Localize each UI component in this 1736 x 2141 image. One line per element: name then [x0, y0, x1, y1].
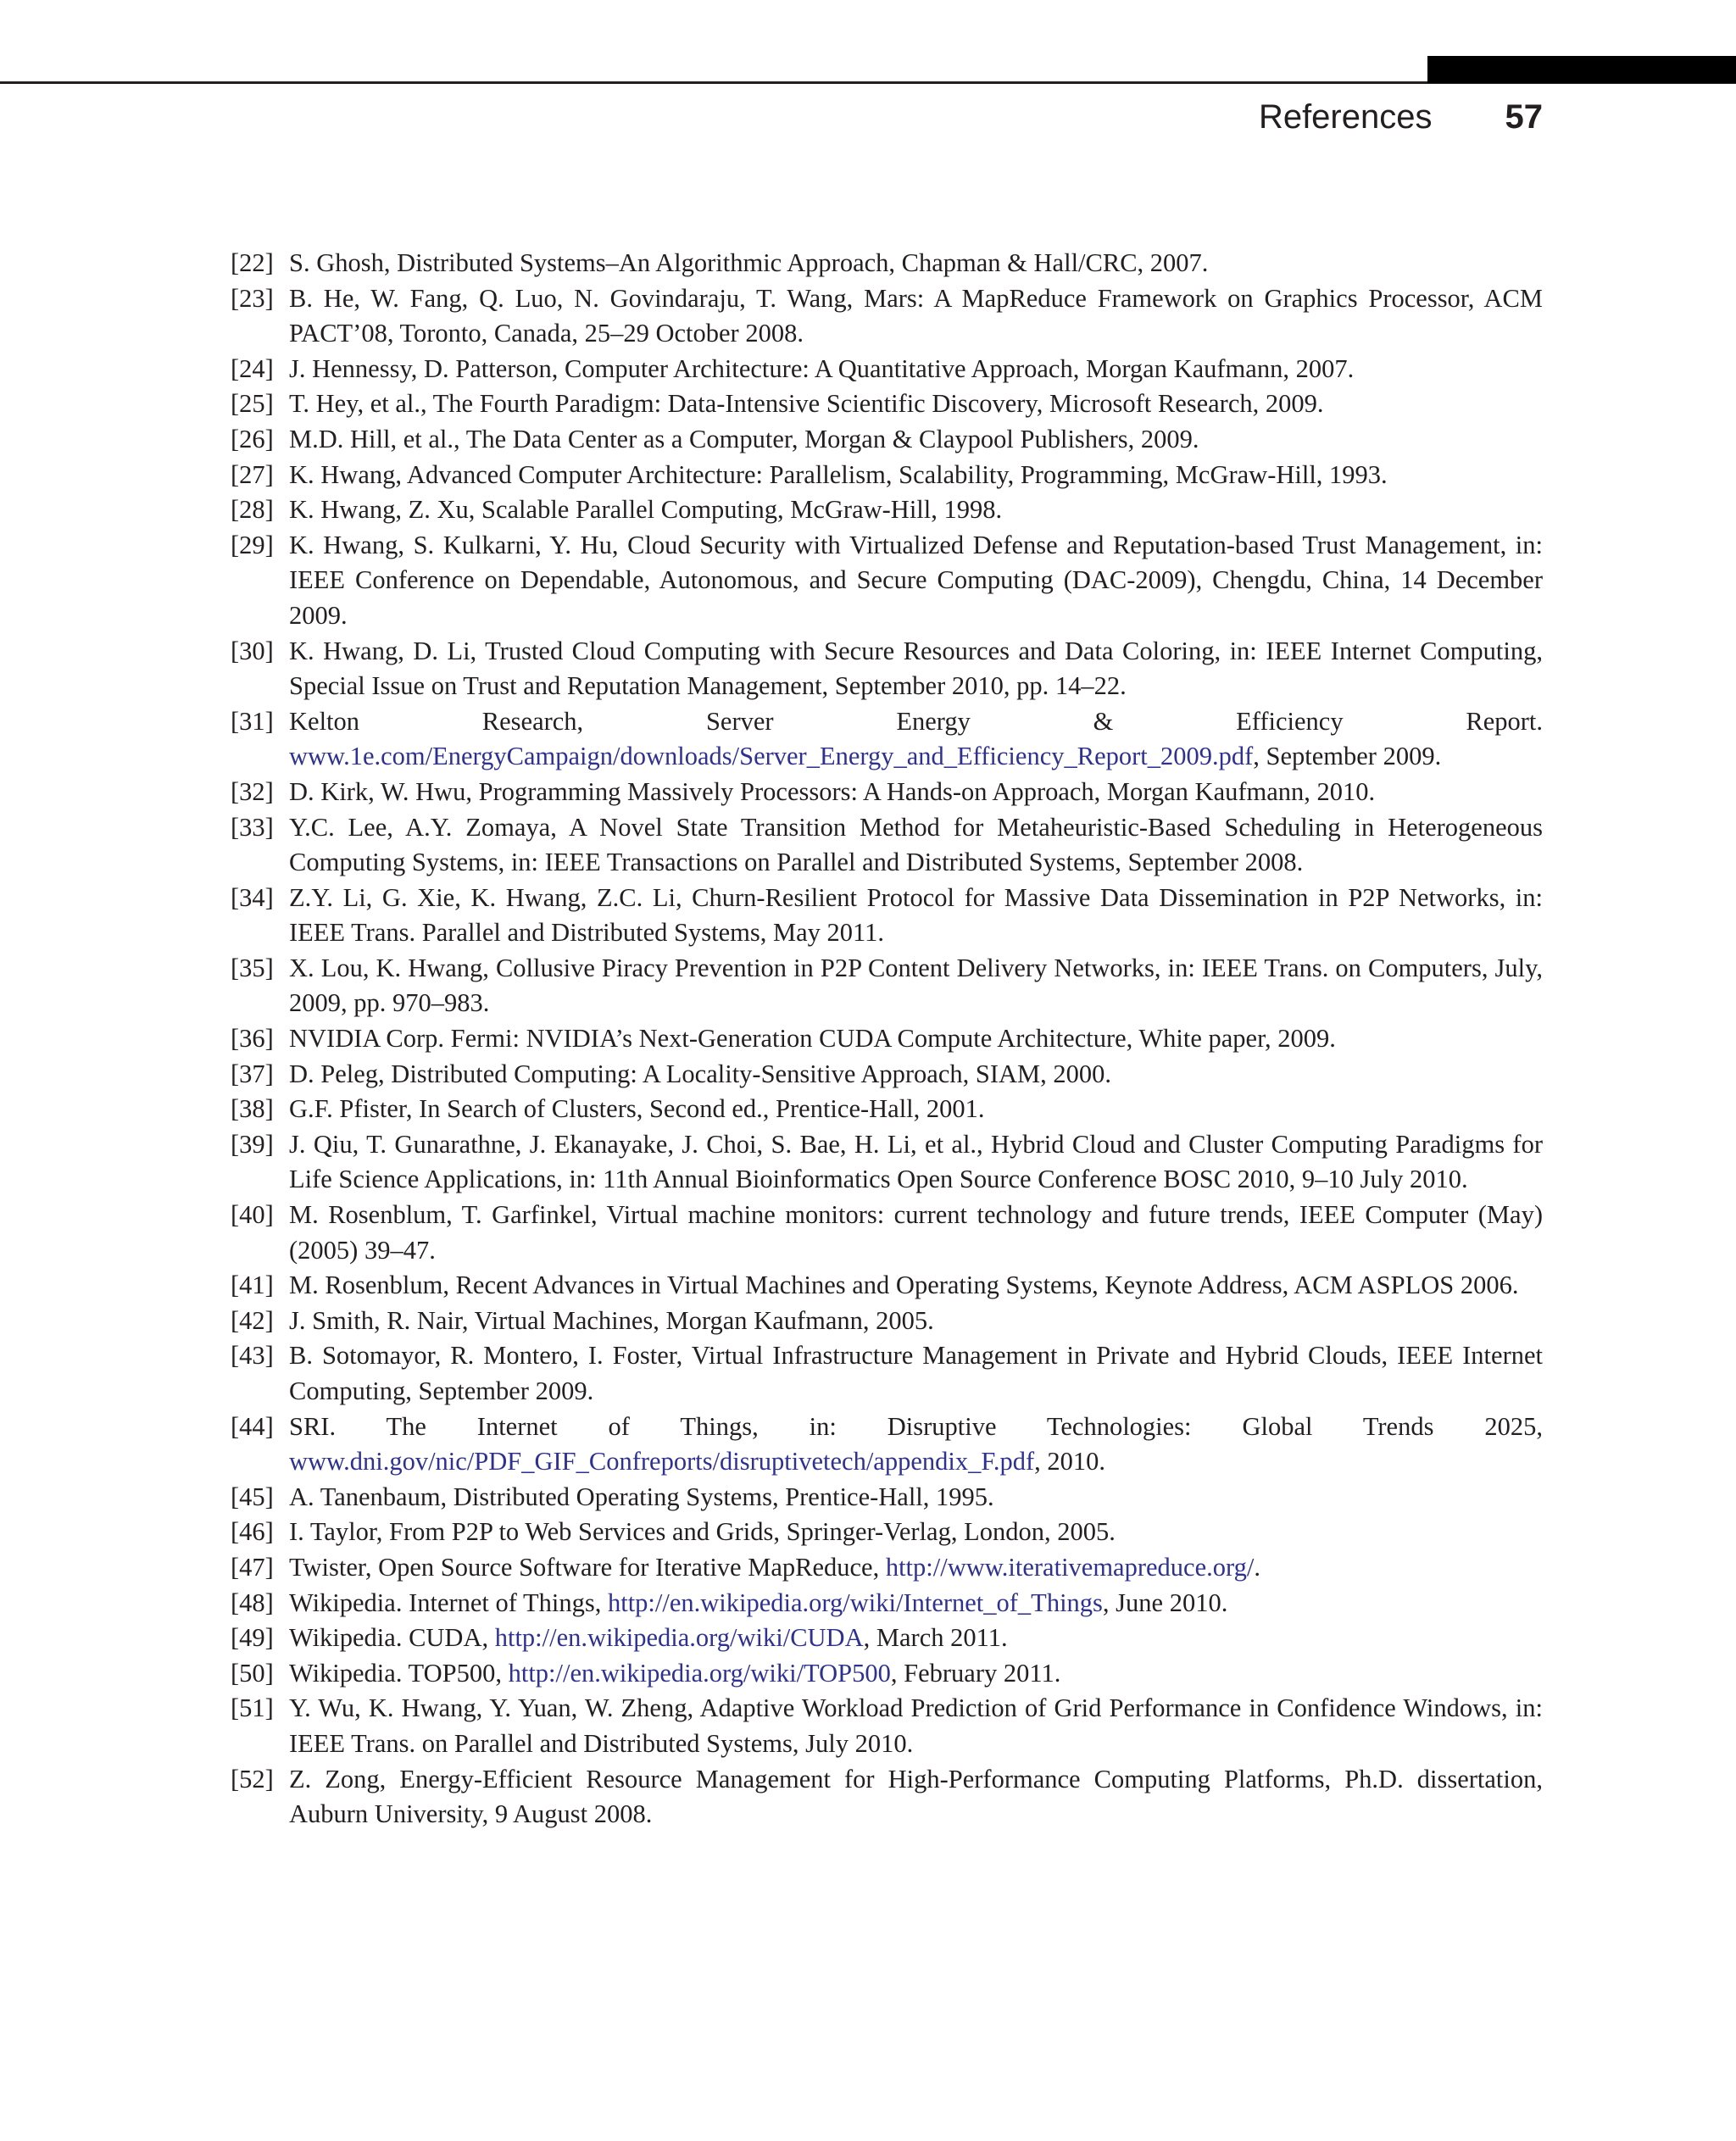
- reference-item: [231, 704, 1543, 775]
- reference-citation: Y. Wu, K. Hwang, Y. Yuan, W. Zheng, Adaptive Workload Prediction of Grid Performance in Confidence Windows, in: IEEE Trans. on Parallel and Distributed Systems, July 2010.: [289, 1693, 1543, 1758]
- reference-citation: NVIDIA Corp. Fermi: NVIDIA’s Next-Generation CUDA Compute Architecture, White paper, 2009.: [289, 1024, 1336, 1054]
- reference-item: [231, 1515, 1543, 1550]
- reference-item: [231, 1691, 1543, 1761]
- reference-item: [231, 1550, 1543, 1586]
- reference-citation: D. Kirk, W. Hwu, Programming Massively Processors: A Hands-on Approach, Morgan Kaufmann, 2010.: [289, 776, 1376, 806]
- reference-number: [49]: [231, 1623, 274, 1653]
- page-number: 57: [1505, 97, 1543, 136]
- reference-citation: J. Smith, R. Nair, Virtual Machines, Morgan Kaufmann, 2005.: [289, 1305, 934, 1335]
- reference-text: [289, 637, 1543, 701]
- reference-suffix: , February 2011.: [890, 1658, 1061, 1688]
- reference-suffix: , June 2010.: [1102, 1588, 1228, 1617]
- reference-text: [289, 1553, 1260, 1582]
- reference-citation: D. Peleg, Distributed Computing: A Locality-Sensitive Approach, SIAM, 2000.: [289, 1059, 1111, 1088]
- reference-suffix: , September 2009.: [1253, 742, 1442, 771]
- reference-item: [231, 386, 1543, 422]
- reference-item: [231, 1268, 1543, 1304]
- reference-item: [231, 492, 1543, 528]
- reference-text: [289, 707, 1543, 771]
- reference-citation: J. Hennessy, D. Patterson, Computer Architecture: A Quantitative Approach, Morgan Kaufmann, 2007.: [289, 353, 1355, 383]
- reference-number: [28]: [231, 495, 274, 525]
- reference-text: [289, 425, 1199, 453]
- reference-citation: A. Tanenbaum, Distributed Operating Systems, Prentice-Hall, 1995.: [289, 1482, 994, 1511]
- reference-citation: Twister, Open Source Software for Iterative MapReduce,: [289, 1552, 886, 1582]
- reference-citation: B. He, W. Fang, Q. Luo, N. Govindaraju, T. Wang, Mars: A MapReduce Framework on Graphics Processor, ACM PACT’08, Toronto, Canada, 25–29 October 2008.: [289, 283, 1543, 348]
- reference-number: [40]: [231, 1200, 274, 1230]
- reference-text: [289, 1271, 1518, 1299]
- reference-citation: K. Hwang, D. Li, Trusted Cloud Computing with Secure Resources and Data Coloring, in: IEEE Internet Computing, Special Issue on Trust and Reputation Management, September 2010, pp. 14–22.: [289, 636, 1543, 701]
- reference-number: [37]: [231, 1059, 274, 1088]
- reference-text: [289, 1765, 1543, 1829]
- reference-number: [42]: [231, 1305, 274, 1335]
- reference-link[interactable]: http://www.iterativemapreduce.org/: [885, 1552, 1255, 1582]
- reference-item: [231, 1092, 1543, 1127]
- reference-citation: M. Rosenblum, T. Garfinkel, Virtual machine monitors: current technology and future trends, IEEE Computer (May) (2005) 39–47.: [289, 1200, 1543, 1265]
- reference-item: [231, 1198, 1543, 1268]
- reference-text: [289, 1306, 934, 1335]
- reference-item: [231, 1656, 1543, 1692]
- reference-number: [43]: [231, 1341, 274, 1371]
- reference-text: [289, 248, 1208, 277]
- reference-link[interactable]: http://en.wikipedia.org/wiki/Internet_of_Things: [607, 1588, 1103, 1617]
- reference-text: [289, 460, 1388, 489]
- reference-text: [289, 1094, 985, 1123]
- reference-text: [289, 1412, 1543, 1476]
- reference-text: [289, 495, 1002, 524]
- reference-text: [289, 1024, 1336, 1053]
- reference-text: [289, 883, 1543, 948]
- reference-item: [231, 881, 1543, 951]
- reference-text: [289, 531, 1543, 630]
- reference-number: [24]: [231, 353, 274, 383]
- reference-text: [289, 389, 1324, 418]
- reference-citation: SRI. The Internet of Things, in: Disruptive Technologies: Global Trends 2025,: [289, 1411, 1543, 1441]
- reference-item: [231, 1762, 1543, 1832]
- reference-citation: M. Rosenblum, Recent Advances in Virtual Machines and Operating Systems, Keynote Address, ACM ASPLOS 2006.: [289, 1271, 1519, 1300]
- reference-text: [289, 1059, 1111, 1088]
- reference-item: [231, 951, 1543, 1021]
- reference-link[interactable]: http://en.wikipedia.org/wiki/CUDA: [494, 1623, 864, 1653]
- reference-number: [48]: [231, 1588, 274, 1617]
- reference-item: [231, 1127, 1543, 1198]
- reference-text: [289, 777, 1375, 806]
- reference-item: [231, 422, 1543, 458]
- reference-citation: Z. Zong, Energy-Efficient Resource Management for High-Performance Computing Platforms, Ph.D. dissertation, Auburn University, 9 August 2008.: [289, 1764, 1543, 1829]
- reference-text: [289, 1482, 994, 1511]
- reference-citation: M.D. Hill, et al., The Data Center as a Computer, Morgan & Claypool Publishers, 2009.: [289, 424, 1199, 453]
- reference-citation: Wikipedia. Internet of Things,: [289, 1588, 608, 1617]
- reference-number: [32]: [231, 776, 274, 806]
- reference-citation: Z.Y. Li, G. Xie, K. Hwang, Z.C. Li, Churn-Resilient Protocol for Massive Data Dissemination in P2P Networks, in: IEEE Trans. Parallel and Distributed Systems, May 2011.: [289, 882, 1543, 948]
- reference-number: [47]: [231, 1552, 274, 1582]
- reference-suffix: , 2010.: [1034, 1447, 1106, 1476]
- reference-number: [23]: [231, 283, 274, 313]
- reference-suffix: , March 2011.: [863, 1623, 1008, 1653]
- reference-citation: X. Lou, K. Hwang, Collusive Piracy Prevention in P2P Content Delivery Networks, in: IEEE Trans. on Computers, July, 2009, pp. 970–983.: [289, 953, 1543, 1018]
- reference-citation: Y.C. Lee, A.Y. Zomaya, A Novel State Transition Method for Metaheuristic-Based Scheduling in Heterogeneous Computing Systems, in: IEEE Transactions on Parallel and Distributed Systems, September 2008.: [289, 812, 1543, 877]
- reference-citation: I. Taylor, From P2P to Web Services and Grids, Springer-Verlag, London, 2005.: [289, 1517, 1116, 1547]
- running-title: References: [1258, 97, 1433, 136]
- reference-citation: Wikipedia. TOP500,: [289, 1658, 509, 1688]
- reference-number: [35]: [231, 953, 274, 982]
- reference-text: [289, 954, 1543, 1018]
- reference-text: [289, 1341, 1543, 1405]
- reference-link[interactable]: http://en.wikipedia.org/wiki/TOP500: [508, 1658, 891, 1688]
- reference-number: [29]: [231, 530, 274, 559]
- reference-number: [41]: [231, 1271, 274, 1300]
- reference-citation: Kelton Research, Server Energy & Efficiency Report.: [289, 706, 1543, 736]
- reference-citation: T. Hey, et al., The Fourth Paradigm: Data-Intensive Scientific Discovery, Microsoft Research, 2009.: [289, 389, 1324, 419]
- reference-item: [231, 775, 1543, 810]
- reference-item: [231, 810, 1543, 881]
- reference-item: [231, 1480, 1543, 1515]
- header-bar: [1427, 56, 1736, 83]
- reference-number: [39]: [231, 1129, 274, 1159]
- reference-item: [231, 528, 1543, 634]
- reference-number: [33]: [231, 812, 274, 842]
- running-head: [1259, 93, 1543, 141]
- reference-item: [231, 1621, 1543, 1656]
- reference-number: [50]: [231, 1658, 274, 1688]
- reference-number: [25]: [231, 389, 274, 419]
- reference-text: [289, 1588, 1227, 1617]
- reference-number: [52]: [231, 1764, 274, 1793]
- reference-number: [45]: [231, 1482, 274, 1511]
- reference-number: [46]: [231, 1517, 274, 1547]
- reference-text: [289, 1517, 1116, 1546]
- reference-link[interactable]: www.1e.com/EnergyCampaign/downloads/Server_Energy_and_Efficiency_Report_2009.pdf: [289, 742, 1254, 771]
- reference-text: [289, 1200, 1543, 1265]
- reference-item: [231, 1410, 1543, 1480]
- reference-citation: S. Ghosh, Distributed Systems–An Algorithmic Approach, Chapman & Hall/CRC, 2007.: [289, 248, 1209, 277]
- reference-item: [231, 1021, 1543, 1057]
- reference-item: [231, 246, 1543, 281]
- reference-item: [231, 352, 1543, 387]
- reference-text: [289, 1130, 1543, 1194]
- reference-text: [289, 1659, 1060, 1688]
- reference-number: [31]: [231, 706, 274, 736]
- reference-citation: K. Hwang, Advanced Computer Architecture: Parallelism, Scalability, Programming, McGraw-Hill, 1993.: [289, 459, 1388, 489]
- reference-text: [289, 284, 1543, 348]
- reference-suffix: .: [1254, 1552, 1260, 1582]
- reference-number: [22]: [231, 248, 274, 277]
- reference-item: [231, 1057, 1543, 1093]
- reference-citation: Wikipedia. CUDA,: [289, 1623, 495, 1653]
- reference-text: [289, 1623, 1008, 1652]
- reference-text: [289, 813, 1543, 877]
- reference-list: [231, 246, 1543, 1832]
- reference-number: [44]: [231, 1411, 274, 1441]
- reference-citation: G.F. Pfister, In Search of Clusters, Second ed., Prentice-Hall, 2001.: [289, 1094, 985, 1124]
- reference-number: [26]: [231, 424, 274, 453]
- reference-item: [231, 1586, 1543, 1621]
- reference-item: [231, 1304, 1543, 1339]
- reference-text: [289, 354, 1354, 383]
- reference-citation: B. Sotomayor, R. Montero, I. Foster, Virtual Infrastructure Management in Private and Hybrid Clouds, IEEE Internet Computing, September 2009.: [289, 1341, 1543, 1405]
- reference-item: [231, 458, 1543, 493]
- reference-number: [30]: [231, 636, 274, 665]
- reference-item: [231, 281, 1543, 352]
- reference-item: [231, 1338, 1543, 1409]
- reference-number: [38]: [231, 1094, 274, 1124]
- reference-citation: K. Hwang, S. Kulkarni, Y. Hu, Cloud Security with Virtualized Defense and Reputation-based Trust Management, in: IEEE Conference on Dependable, Autonomous, and Secure Computing (DAC-2009), Chengdu, China, 14 December 2009.: [289, 530, 1543, 630]
- reference-citation: K. Hwang, Z. Xu, Scalable Parallel Computing, McGraw-Hill, 1998.: [289, 495, 1003, 525]
- reference-number: [51]: [231, 1693, 274, 1723]
- reference-citation: J. Qiu, T. Gunarathne, J. Ekanayake, J. Choi, S. Bae, H. Li, et al., Hybrid Cloud and Cluster Computing Paradigms for Life Science Applications, in: 11th Annual Bioinformatics Open Source Conference BOSC 2010, 9–10 July 2010.: [289, 1129, 1543, 1194]
- reference-number: [36]: [231, 1024, 274, 1054]
- reference-number: [34]: [231, 882, 274, 912]
- reference-item: [231, 634, 1543, 704]
- reference-number: [27]: [231, 459, 274, 489]
- reference-text: [289, 1693, 1543, 1758]
- reference-link[interactable]: www.dni.gov/nic/PDF_GIF_Confreports/disruptivetech/appendix_F.pdf: [289, 1447, 1035, 1476]
